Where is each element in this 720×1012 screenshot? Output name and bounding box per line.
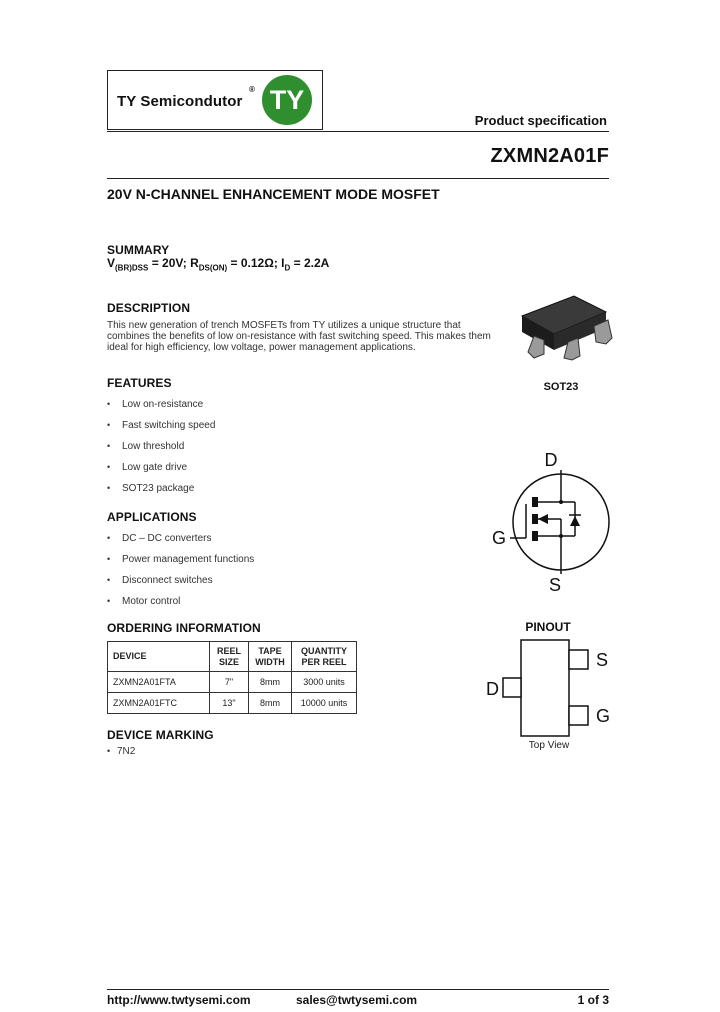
table-cell: ZXMN2A01FTA — [108, 672, 210, 693]
part-number: ZXMN2A01F — [490, 145, 609, 167]
table-row — [108, 672, 357, 693]
list-item: • Low gate drive — [107, 462, 188, 473]
column-header: REEL SIZE — [210, 642, 249, 672]
description-heading: DESCRIPTION — [107, 301, 191, 315]
pinout-source-label: S — [596, 650, 609, 670]
table-cell: 10000 units — [292, 693, 357, 714]
applications-list — [107, 532, 254, 616]
list-item: • Low threshold — [107, 441, 185, 452]
table-header-row — [108, 642, 357, 672]
table-row — [108, 693, 357, 714]
applications-heading: APPLICATIONS — [107, 510, 197, 524]
gate-label: G — [492, 528, 507, 548]
footer-website-link[interactable]: http://www.twtysemi.com — [107, 993, 251, 1007]
device-marking-heading: DEVICE MARKING — [107, 728, 214, 742]
list-item: • Power management functions — [107, 554, 255, 565]
features-list — [107, 398, 215, 503]
table-cell: 7" — [210, 672, 249, 693]
list-item: • Motor control — [107, 596, 181, 607]
table-cell: 3000 units — [292, 672, 357, 693]
ordering-table — [107, 641, 357, 714]
pinout-gate-label: G — [596, 706, 611, 726]
pinout-title: PINOUT — [525, 620, 571, 634]
drain-label: D — [544, 450, 558, 470]
list-item: • SOT23 package — [107, 483, 195, 494]
source-label: S — [548, 575, 562, 595]
table-cell: ZXMN2A01FTC — [108, 693, 210, 714]
column-header: DEVICE — [108, 642, 210, 672]
footer-email-link[interactable]: sales@twtysemi.com — [296, 993, 418, 1007]
mosfet-symbol-icon — [486, 446, 616, 596]
page-number: 1 of 3 — [577, 993, 609, 1007]
column-header: TAPE WIDTH — [249, 642, 292, 672]
pinout-drain-label: D — [486, 679, 499, 699]
description-text: This new generation of trench MOSFETs from TY utilizes a unique structure that combines the benefits of low on-resistance with fast switching speed. This makes them ideal for high efficiency, low voltage, power management applications. — [107, 320, 491, 353]
table-cell: 8mm — [249, 672, 292, 693]
ty-logo-icon: TY — [262, 75, 312, 125]
product-specification-label: Product specification — [474, 113, 607, 128]
summary-heading: SUMMARY — [107, 243, 170, 257]
ordering-heading: ORDERING INFORMATION — [107, 621, 261, 635]
features-heading: FEATURES — [107, 376, 172, 390]
registered-mark: ® — [249, 85, 255, 94]
list-item: • Low on-resistance — [107, 399, 204, 410]
logo-text: TY Semicondutor — [117, 93, 243, 110]
list-item: • DC – DC converters — [107, 533, 212, 544]
document-subtitle: 20V N-CHANNEL ENHANCEMENT MODE MOSFET — [107, 186, 440, 202]
footer-rule — [107, 989, 609, 990]
summary-ratings: $V_{(BR)DSS} = 20V$; $R_{DS(ON)} = 0.12\Omega$; $I_D = 2.2A$ — [107, 256, 330, 273]
list-item: • 7N2 — [107, 746, 136, 757]
column-header: QUANTITY PER REEL — [292, 642, 357, 672]
table-cell: 13" — [210, 693, 249, 714]
table-cell: 8mm — [249, 693, 292, 714]
header-rule-top — [107, 131, 609, 132]
list-item: • Fast switching speed — [107, 420, 216, 431]
package-label: SOT23 — [543, 381, 579, 393]
list-item: • Disconnect switches — [107, 575, 213, 586]
sot23-package-icon — [510, 290, 614, 370]
top-view-caption: Top View — [528, 740, 570, 751]
pinout-diagram-icon — [480, 636, 620, 738]
header-rule-bottom — [107, 178, 609, 179]
marking-list — [107, 745, 135, 759]
